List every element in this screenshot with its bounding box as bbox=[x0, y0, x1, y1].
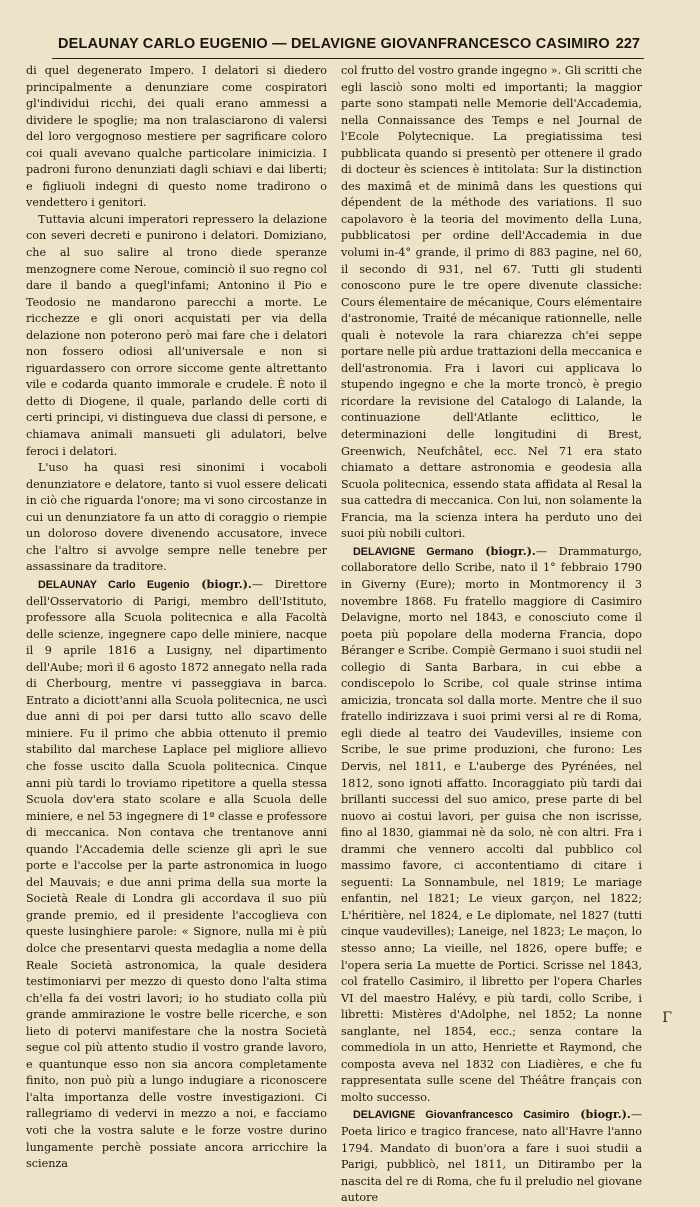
entry-text: — Drammaturgo, collaboratore dello Scribe, nato il 1° febbraio 1790 in Giverny (Eure); morto in Montmorency il 3 novembre 1868. Fu fratello maggiore di Casimiro Delavigne, morto nel 1843, e conosciuto come il poeta più popolare della moderna Francia, dopo Béranger e Scribe. Compiè Germano i suoi studii nel collegio di Santa Barbara, in cui ebbe a condiscepolo lo Scribe, col quale strinse intima amicizia, troncata sol dalla morte. Mentre che il suo fratello indirizzava i suoi primi versi al re di Roma, egli diede al teatro dei Vaudevilles, insieme con Scribe, le sue prime produzioni, che furono: Les Dervis, nel 1811, e L'auberge des Pyrénées, nel 1812, sono ignoti affatto. Incoraggiato più tardi dai brillanti successi del suo amico, prese parte di bel nuovo ai costui lavori, per guisa che non iscrisse, fino al 1830, giammai nè da solo, nè con altri. Fra i drammi che vennero accolti dal pubblico col massimo favore, ci accontentiamo di citare i seguenti: La Sonnambule, nel 1819; Le mariage enfantin, nel 1821; Le vieux garçon, nel 1822; L'héritière, nel 1824, e Le diplomate, nel 1827 (tutti cinque vaudevilles); Laneige, nel 1823; Le maçon, lo stesso anno; La vieille, nel 1826, opere buffe; e l'opera seria La muette de Portici. Scrisse nel 1843, col fratello Casimiro, il libretto per l'opera Charles VI del maestro Halévy, e più tardi, collo Scribe, i libretti: Mistères d'Adolphe, nel 1852; La nonne sanglante, nel 1854, ecc.; senza contare la commediola in un atto, Henriette et Raymond, che composta aveva nel 1832 con Liadières, e che fu rappresentata sulle scene del Théâtre français con molto successo. bbox=[341, 544, 642, 1104]
entry-delavigne-germano bbox=[341, 543, 642, 1107]
entry-text: — Direttore dell'Osservatorio di Parigi, membro dell'Istituto, professore alla Scuola politecnica e alla Facoltà delle scienze, ingegnere capo delle miniere, nacque il 9 aprile 1816 a Lusigny, nel dipartimento dell'Aube; morì il 6 agosto 1872 annegato nella rada di Cherbourg, mentre vi passeggiava in barca. Entrato a diciott'anni alla Scuola politecnica, ne uscì due anni di poi per darsi tutto allo scavo delle miniere. Fu il primo che abbia ottenuto il premio stabilito dal marchese Laplace pel migliore allievo che fosse uscito dalla Scuola politecnica. Cinque anni più tardi lo troviamo ripetitore a quella stessa Scuola dov'era stato scolare e alla Scuola delle miniere, e nel 53 ingegnere di 1ª classe e professore di meccanica. Non contava che trentanove anni quando l'Accademia delle scienze gli aprì le sue porte e l'accolse per la parte astronomica in luogo del Mauvais; e due anni prima della sua morte la Società Reale di Londra gli accordava il suo più grande premio, ed il presidente l'accoglieva con queste lusinghiere parole: « Signore, nulla mi è più dolce che presentarvi questa medaglia a nome della Reale Società astronomica, la quale desidera testimoniarvi per mezzo di questo dono l'alta stima ch'ella fa dei vostri lavori; io ho studiato colla più grande ammirazione le vostre belle ricerche, e son lieto di potervi manifestare che la nostra Società segue col più attento studio il vostro grande lavoro, e quantunque esso non sia ancora completamente finito, non può più a lungo indugiare a riconoscere l'alta importanza delle vostre investigazioni. Ci rallegriamo di vedervi in mezzo a noi, e facciamo voti che la vostra salute e le forze vostre durino lungamente perchè possiate ancora arricchire la scienza bbox=[26, 577, 327, 1171]
right-column bbox=[341, 63, 642, 1207]
running-title: DELAUNAY CARLO EUGENIO — DELAVIGNE GIOVANFRANCESCO CASIMIRO bbox=[58, 36, 610, 52]
entry-tag: (biogr.). bbox=[485, 543, 536, 558]
text-columns bbox=[26, 63, 644, 1207]
entry-delavigne-casimiro bbox=[341, 1106, 642, 1206]
entry-text: — Poeta lirico e tragico francese, nato all'Havre l'anno 1794. Mandato di buon'ora a fare i suoi studii a Parigi, pubblicò, nel 1811, un Ditirambo per la nascita del re di Roma, che fu il preludio nel giovane autore bbox=[341, 1108, 643, 1205]
paragraph: di quel degenerato Impero. I delatori si diedero principalmente a denunziare come cospiratori gl'individui ricchi, dei quali erano ammessi a dividere le spoglie; ma non tralasciarono di valersi del loro vergognoso mestiere per sagrificare coloro coi quali avevano qualche particolare inimicizia. I padroni furono denunziati dagli schiavi e dai liberti; e figliuoli indegni di questo nome tradirono o vendettero i genitori. bbox=[26, 64, 327, 210]
paragraph: L'uso ha quasi resi sinonimi i vocaboli denunziatore e delatore, tanto si vuol essere delicati in ciò che riguarda l'onore; ma vi sono circostanze in cui un denunziatore fa un atto di coraggio o riempie un doloroso dovere divenendo accusatore, invece che l'altro si avvolge sempre nelle tenebre per assassinare da traditore. bbox=[26, 461, 327, 574]
entry-headword: DELAUNAY Carlo Eugenio bbox=[38, 578, 190, 591]
entry-tag: (biogr.). bbox=[580, 1107, 631, 1122]
paragraph: col frutto del vostro grande ingegno ». Gli scritti che egli lasciò sono molti ed importanti; la maggior parte sono stampati nelle Memorie dell'Accademia, nella Connaissance des Temps e nel Journal de l'Ecole Polytecnique. La pregiatissima tesi pubblicata quando si presentò per ottenere il grado di docteur ès sciences è intitolata: Sur la distinction des maximâ et de minimâ dans les questions qui dépendent de la méthode des variations. Il suo capolavoro è la teoria del movimento della Luna, pubblicatosi per ordine dell'Accademia in due volumi in-4° grande, il primo di 883 pagine, nel 60, il secondo di 931, nel 67. Tutti gli studenti conoscono pure le tre opere divenute classiche: Cours élementaire de mécanique, Cours elémentaire d'astronomie, Traité de mécanique rationnelle, nelle quali è notevole la rara chiarezza ch'ei seppe portare nelle più ardue trattazioni della meccanica e dell'astronomia. Fra i lavori cui applicava lo stupendo ingegno e che la morte troncò, è pregio ricordare la revisione del Catalogo di Lalande, la continuazione dell'Atlante eclittico, le determinazioni delle longitudini di Brest, Greenwich, Neufchâtel, ecc. Nel 71 era stato chiamato a dettare astronomia e geodesia alla Scuola politecnica, essendo stata affidata al Resal la sua cattedra di meccanica. Con lui, non solamente la Francia, ma la scienza intera ha perduto uno dei suoi più nobili cultori. bbox=[341, 64, 642, 541]
header-rule bbox=[52, 58, 644, 59]
corner-mark: Γ bbox=[662, 1010, 672, 1026]
page-number: 227 bbox=[615, 36, 640, 52]
entry-tag: (biogr.). bbox=[201, 576, 252, 591]
left-column bbox=[26, 63, 327, 1207]
entry-headword: DELAVIGNE Giovanfrancesco Casimiro bbox=[353, 1109, 570, 1122]
paragraph: Tuttavia alcuni imperatori repressero la delazione con severi decreti e punirono i delatori. Domiziano, che al suo salire al trono diede speranze menzognere come Neroue, cominciò il suo regno col dare il bando a quegl'infami; Antonino il Pio e Teodosio ne mandarono parecchi a morte. Le ricchezze e gli onori acquistati per via della delazione non poterono però mai fare che i delatori non fossero odiosi all'universale e non si riguardassero con orrore siccome gente altrettanto vile e codarda quanto immorale e crudele. È noto il detto di Diogene, il quale, parlando delle corti di certi principi, vi distingueva due classi di persone, e chiamava animali mansueti gli adulatori, belve feroci i delatori. bbox=[26, 212, 327, 458]
entry-headword: DELAVIGNE Germano bbox=[353, 545, 474, 558]
entry-delaunay bbox=[26, 576, 327, 1173]
running-header bbox=[26, 36, 644, 52]
